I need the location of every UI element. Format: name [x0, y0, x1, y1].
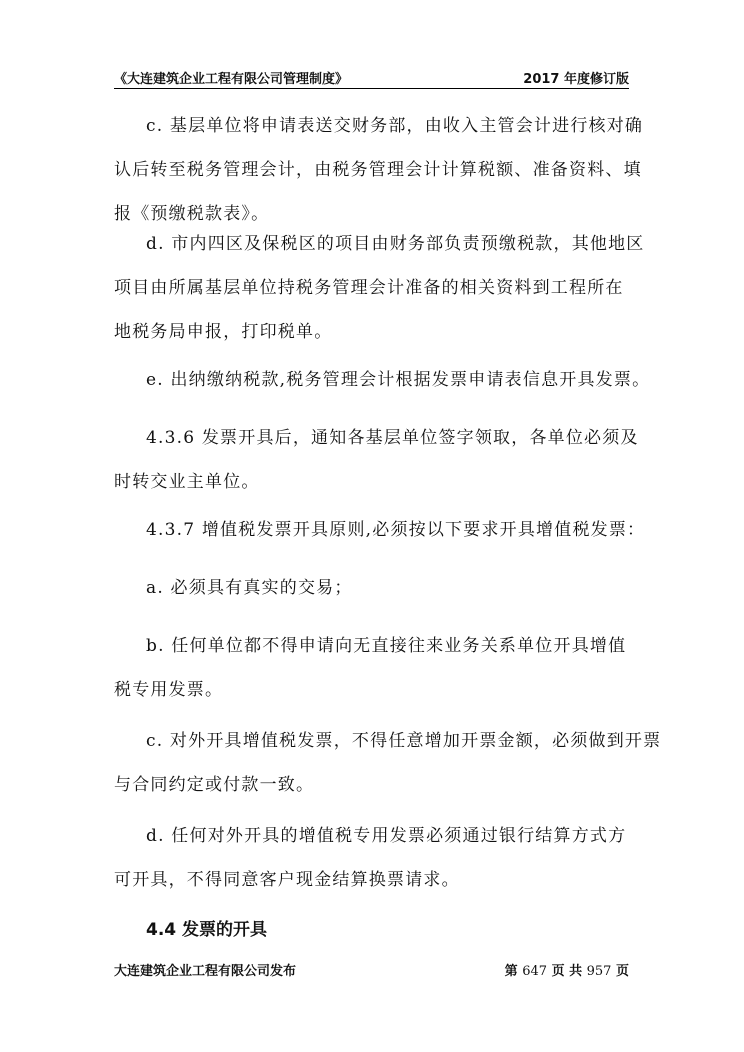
paragraph-line: c. 对外开具增值税发票，不得任意增加开票金额，必须做到开票 [146, 731, 662, 751]
paragraph-4-3-7 [114, 508, 646, 552]
paragraph-e-cashier [114, 358, 651, 402]
paragraph-line: 认后转至税务管理会计，由税务管理会计计算税额、准备资料、填 [114, 160, 642, 180]
page-prefix: 第 [504, 964, 518, 979]
paragraph-line: d. 任何对外开具的增值税专用发票必须通过银行结算方式方 [146, 826, 627, 846]
paragraph-line: 地税务局申报，打印税单。 [114, 322, 333, 342]
section-heading: 4.4 发票的开具 [146, 920, 268, 940]
paragraph-line: e. 出纳缴纳税款,税务管理会计根据发票申请表信息开具发票。 [146, 370, 651, 390]
paragraph-line: 时转交业主单位。 [114, 472, 260, 492]
header-edition: 2017 年度修订版 [523, 72, 629, 87]
paragraph-line: c. 基层单位将申请表送交财务部，由收入主管会计进行核对确 [146, 116, 644, 136]
paragraph-line: 项目由所属基层单位持税务管理会计准备的相关资料到工程所在 [114, 278, 624, 298]
paragraph-line: a. 必须具有真实的交易； [146, 578, 353, 598]
paragraph-line: 4.3.6 发票开具后，通知各基层单位签字领取，各单位必须及 [146, 428, 639, 448]
page-suffix: 页 [615, 964, 629, 979]
paragraph-c-amount [114, 719, 662, 807]
page-current: 647 [522, 964, 548, 979]
paragraph-line: d. 市内四区及保税区的项目由财务部负责预缴税款，其他地区 [146, 234, 645, 254]
header-title: 《大连建筑企业工程有限公司管理制度》 [114, 72, 349, 87]
paragraph-line: b. 任何单位都不得申请向无直接往来业务关系单位开具增值 [146, 636, 627, 656]
paragraph-line: 4.3.7 增值税发票开具原则,必须按以下要求开具增值税发票： [146, 520, 646, 540]
page-middle: 页 共 [551, 964, 583, 979]
paragraph-line: 税专用发票。 [114, 680, 224, 700]
paragraph-line: 与合同约定或付款一致。 [114, 775, 315, 795]
footer-publisher: 大连建筑企业工程有限公司发布 [114, 964, 297, 979]
paragraph-b-no-third-party [114, 624, 634, 712]
page-header [114, 64, 629, 89]
paragraph-d-prepay [114, 222, 645, 354]
page-number [505, 960, 629, 979]
paragraph-c-submit [114, 104, 644, 236]
paragraph-4-3-6 [114, 416, 639, 504]
paragraph-line: 报《预缴税款表》。 [114, 204, 270, 224]
paragraph-d-bank-settlement [114, 814, 634, 902]
paragraph-a-real-transaction [114, 566, 634, 610]
paragraph-line: 可开具，不得同意客户现金结算换票请求。 [114, 870, 460, 890]
page-total: 957 [586, 964, 612, 979]
